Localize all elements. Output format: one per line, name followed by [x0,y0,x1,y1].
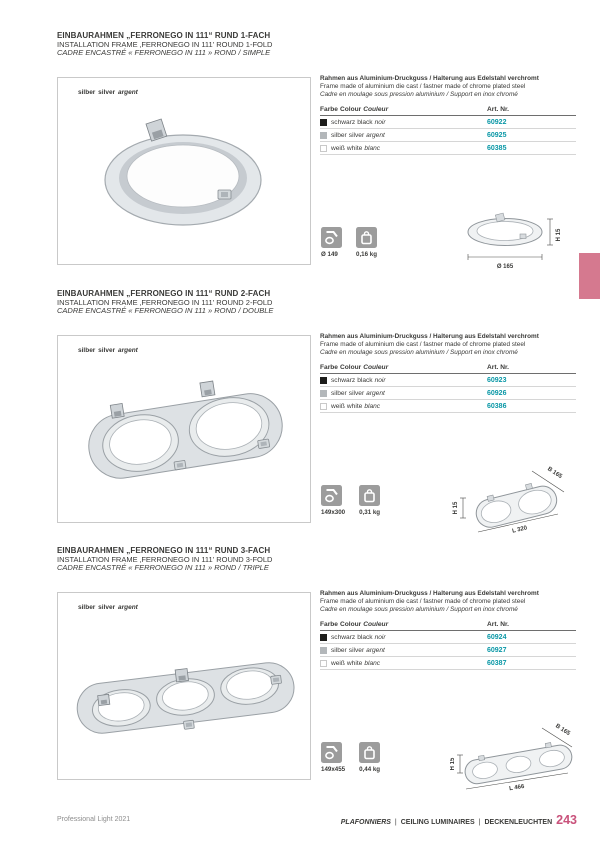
description-de: Rahmen aus Aluminium-Druckguss / Halterung aus Edelstahl verchromt [320,75,539,82]
cutout-value: 149x455 [321,766,346,773]
row-label: schwarz black noir [331,633,386,641]
section-title-de: EINBAURAHMEN „FERRONEGO IN 111“ RUND 1-FACH [57,31,271,40]
col-couleur: Couleur [363,105,389,113]
mounting-clip-icon [98,694,110,705]
product-image-box [57,335,311,523]
row-label: weiß white blanc [331,402,381,410]
section-title-fr: CADRE ENCASTRÉ « FERRONEGO IN 111 » ROND / TRIPLE [57,563,269,573]
color-article-table [320,103,576,155]
weight-spec [359,485,380,516]
art-number: 60387 [487,659,507,667]
product-photo-ring-3fach [58,593,312,779]
cutout-spec [321,742,345,773]
description-fr: Cadre en moulage sous pression aluminium / Support en inox chromé [320,606,518,613]
color-swatch-black [320,634,327,641]
description-de: Rahmen aus Aluminium-Druckguss / Halterung aus Edelstahl verchromt [320,333,539,340]
color-swatch-white [320,145,327,152]
weight-icon [359,742,380,763]
dim-b: B 165 [554,723,571,738]
row-label: schwarz black noir [331,376,386,384]
label-en: silver [98,89,116,96]
footer-chapter-en: CEILING LUMINAIRES [400,819,475,826]
section-title-en: INSTALLATION FRAME ‚FERRONEGO IN 111’ ROUND 1-FOLD [57,39,273,49]
row-label: schwarz black noir [331,118,386,126]
color-swatch-silver [320,390,327,397]
label-de: silber [78,89,96,96]
mounting-clip-icon [174,460,186,470]
dim-l: L 466 [508,783,525,793]
cutout-spec [321,227,342,258]
mounting-clip-icon [258,439,270,449]
cutout-value: 149x300 [321,509,346,516]
product-photo-ring-2fach [58,336,312,522]
dim-l: L 320 [511,525,528,535]
row-label: weiß white blanc [331,659,381,667]
row-label: silber silver argent [331,131,385,139]
dimension-drawing-3fach [450,717,585,802]
table-row [320,644,576,657]
table-row [320,631,576,644]
page-number: 243 [556,813,577,827]
footer-separator: | [478,819,481,826]
art-number: 60925 [487,131,507,139]
col-colour: Colour [339,620,362,628]
section-title-de: EINBAURAHMEN „FERRONEGO IN 111“ RUND 3-FACH [57,546,271,555]
section-title-en: INSTALLATION FRAME ‚FERRONEGO IN 111’ ROUND 3-FOLD [57,554,273,564]
spec-icons [321,227,377,258]
row-label: silber silver argent [331,389,385,397]
product-color-label [78,89,139,96]
color-article-table [320,361,576,413]
table-row [320,400,576,413]
section-heading [57,32,357,58]
section-title-en: INSTALLATION FRAME ‚FERRONEGO IN 111’ ROUND 2-FOLD [57,297,273,307]
color-article-table [320,618,576,670]
label-fr: argent [117,604,138,611]
table-header [320,618,576,631]
material-description [320,333,582,357]
footer-catalog-name: Professional Light 2021 [57,816,131,823]
mounting-clip-icon [200,381,215,397]
art-number: 60924 [487,633,507,641]
footer-chapter [341,813,577,827]
material-description [320,75,582,99]
dim-height: H 15 [450,757,456,771]
col-art-nr: Art. Nr. [487,620,509,628]
color-swatch-black [320,119,327,126]
row-label: silber silver argent [331,646,385,654]
weight-value: 0,44 kg [359,766,381,773]
col-farbe: Farbe [320,105,338,113]
row-label: weiß white blanc [331,144,381,152]
dim-height: H 15 [556,228,562,242]
spec-icons [321,485,380,516]
art-number: 60923 [487,376,507,384]
mounting-clip-icon [271,675,282,684]
label-en: silver [98,347,116,354]
table-row [320,387,576,400]
section-title-de: EINBAURAHMEN „FERRONEGO IN 111“ RUND 2-FACH [57,289,271,298]
description-en: Frame made of aluminium die cast / fastner made of chrome plated steel [320,83,526,90]
label-fr: argent [117,347,138,354]
product-color-label [78,604,139,611]
description-en: Frame made of aluminium die cast / fastner made of chrome plated steel [320,341,526,348]
col-colour: Colour [339,363,362,371]
label-fr: argent [117,89,138,96]
color-swatch-white [320,403,327,410]
color-swatch-white [320,660,327,667]
art-number: 60927 [487,646,507,654]
mounting-clip-icon [183,720,194,729]
cutout-value: Ø 149 [321,251,338,258]
table-row [320,657,576,670]
footer-chapter-de: DECKENLEUCHTEN [484,819,553,826]
weight-spec [359,742,380,773]
col-colour: Colour [339,105,362,113]
col-couleur: Couleur [363,620,389,628]
dim-b: B 165 [546,466,563,481]
art-number: 60386 [487,402,507,410]
product-image-box [57,77,311,265]
weight-value: 0,16 kg [356,251,377,258]
weight-icon [359,485,380,506]
art-number: 60922 [487,118,507,126]
dimension-drawing-2fach [450,460,585,545]
mounting-clip-icon [175,669,188,682]
product-photo-ring-1fach [58,78,312,264]
section-title-fr: CADRE ENCASTRÉ « FERRONEGO IN 111 » ROND / SIMPLE [57,48,271,58]
table-header [320,103,576,116]
description-fr: Cadre en moulage sous pression aluminium / Support en inox chromé [320,349,518,356]
section-heading [57,547,357,573]
table-row [320,116,576,129]
cutout-spec [321,485,345,516]
color-swatch-silver [320,647,327,654]
footer-chapter-fr: PLAFONNIERS [340,819,391,826]
color-swatch-black [320,377,327,384]
dimension-drawing-1fach [450,202,585,287]
section-title-fr: CADRE ENCASTRÉ « FERRONEGO IN 111 » ROND / DOUBLE [57,306,274,316]
hole-cutout-icon [321,485,342,506]
art-number: 60385 [487,144,507,152]
art-number: 60926 [487,389,507,397]
footer-separator: | [394,819,397,826]
product-section-3fach [0,547,600,805]
col-farbe: Farbe [320,620,338,628]
weight-value: 0,31 kg [359,509,381,516]
col-farbe: Farbe [320,363,338,371]
mounting-clip-icon [110,403,124,418]
table-row [320,374,576,387]
table-row [320,142,576,155]
product-section-1fach [0,32,600,290]
label-de: silber [78,604,96,611]
label-de: silber [78,347,96,354]
section-heading [57,290,357,316]
product-color-label [78,347,139,354]
color-swatch-silver [320,132,327,139]
table-header [320,361,576,374]
chapter-color-tab [579,253,600,299]
col-couleur: Couleur [363,363,389,371]
product-section-2fach [0,290,600,548]
table-row [320,129,576,142]
hole-cutout-icon [321,742,342,763]
description-en: Frame made of aluminium die cast / fastner made of chrome plated steel [320,598,526,605]
material-description [320,590,582,614]
dim-diameter: Ø 165 [496,264,514,270]
description-fr: Cadre en moulage sous pression aluminium / Support en inox chromé [320,91,518,98]
label-en: silver [98,604,116,611]
dim-height: H 15 [453,501,459,515]
mounting-clip-icon [218,190,231,199]
col-art-nr: Art. Nr. [487,363,509,371]
weight-spec [356,227,377,258]
weight-icon [356,227,377,248]
spec-icons [321,742,380,773]
col-art-nr: Art. Nr. [487,105,509,113]
hole-cutout-icon [321,227,342,248]
product-image-box [57,592,311,780]
description-de: Rahmen aus Aluminium-Druckguss / Halterung aus Edelstahl verchromt [320,590,539,597]
